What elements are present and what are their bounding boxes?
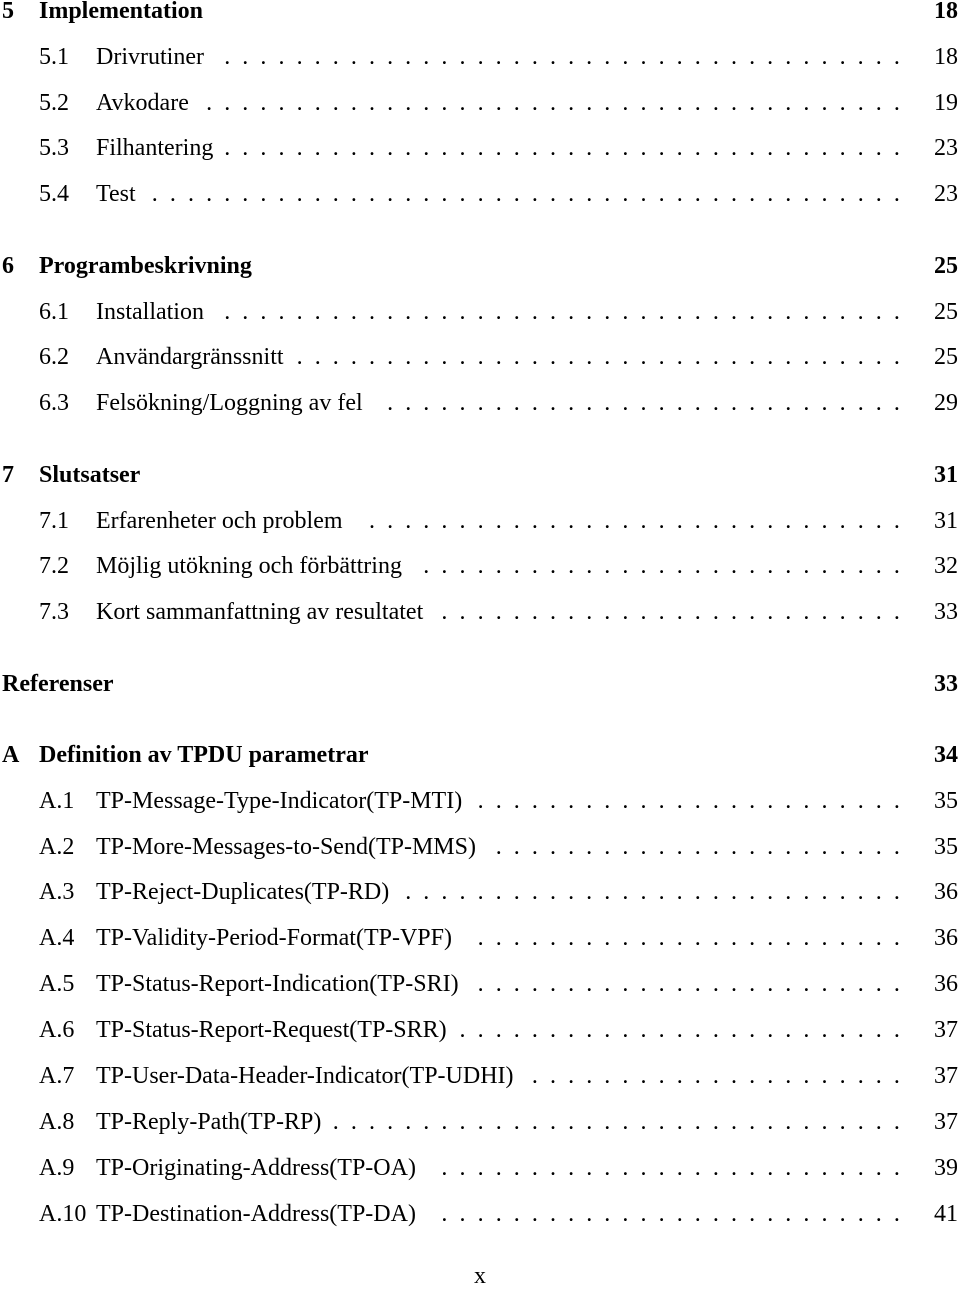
toc-section-entry[interactable] [0,177,958,211]
toc-entry-number: 7.3 [39,599,69,625]
toc-section-entry[interactable] [0,595,958,629]
toc-entry-page: 25 [934,344,958,370]
toc-dot-leader: ...................................... [224,299,912,325]
toc-entry-title: TP-More-Messages-to-Send(TP-MMS) [96,834,476,860]
toc-entry-number: 5 [2,0,14,24]
toc-entry-page: 18 [934,44,958,70]
toc-section-entry[interactable] [0,1013,958,1047]
toc-entry-title: Avkodare [96,90,189,116]
toc-entry-number: A.10 [39,1201,87,1227]
toc-entry-title: Felsökning/Loggning av fel [96,390,363,416]
toc-entry-number: 5.3 [39,135,69,161]
toc-entry-title: Slutsatser [39,462,141,488]
toc-entry-number: A.8 [39,1109,75,1135]
toc-chapter-entry[interactable] [0,667,958,701]
toc-entry-title: TP-User-Data-Header-Indicator(TP-UDHI) [96,1063,514,1089]
toc-entry-number: 7.1 [39,508,69,534]
toc-section-entry[interactable] [0,1105,958,1139]
toc-entry-number: 7 [2,462,14,488]
toc-entry-number: A.2 [39,834,75,860]
toc-section-entry[interactable] [0,830,958,864]
toc-entry-title: TP-Reject-Duplicates(TP-RD) [96,879,390,905]
toc-section-entry[interactable] [0,921,958,955]
toc-entry-page: 36 [934,925,958,951]
toc-entry-page: 31 [934,508,958,534]
toc-entry-title: Implementation [39,0,203,24]
toc-dot-leader: .............................. [369,508,912,534]
toc-entry-number: A.1 [39,788,75,814]
toc-dot-leader: .......................... [441,1155,912,1181]
toc-entry-title: Referenser [2,671,114,697]
toc-section-entry[interactable] [0,504,958,538]
toc-section-entry[interactable] [0,875,958,909]
toc-entry-number: 6 [2,253,14,279]
toc-section-entry[interactable] [0,1151,958,1185]
toc-entry-page: 32 [934,553,958,579]
toc-entry-title: TP-Originating-Address(TP-OA) [96,1155,416,1181]
toc-entry-title: Möjlig utökning och förbättring [96,553,402,579]
toc-chapter-entry[interactable] [0,738,958,772]
toc-section-entry[interactable] [0,1059,958,1093]
toc-entry-title: TP-Status-Report-Request(TP-SRR) [96,1017,447,1043]
toc-dot-leader: .......................................... [151,181,912,207]
toc-entry-title: Användargränssnitt [96,344,284,370]
toc-entry-title: Drivrutiner [96,44,204,70]
toc-dot-leader: .................................. [296,344,912,370]
toc-entry-page: 41 [934,1201,958,1227]
toc-dot-leader: ........................ [477,788,912,814]
toc-entry-title: TP-Status-Report-Indication(TP-SRI) [96,971,459,997]
toc-entry-page: 36 [934,879,958,905]
toc-entry-number: 6.1 [39,299,69,325]
toc-dot-leader: ...................................... [224,135,912,161]
toc-entry-page: 31 [934,462,958,488]
toc-dot-leader: ............................. [387,390,912,416]
toc-entry-page: 25 [934,299,958,325]
toc-dot-leader: ........................ [477,971,912,997]
toc-dot-leader: ..................... [531,1063,912,1089]
toc-dot-leader: ...................................... [224,44,912,70]
toc-dot-leader: ....................................... [206,90,912,116]
toc-chapter-entry[interactable] [0,0,958,28]
toc-dot-leader: ................................ [332,1109,912,1135]
toc-entry-title: TP-Destination-Address(TP-DA) [96,1201,416,1227]
toc-entry-page: 37 [934,1017,958,1043]
toc-entry-page: 39 [934,1155,958,1181]
toc-entry-number: A.3 [39,879,75,905]
toc-entry-number: 7.2 [39,553,69,579]
toc-dot-leader: ......................... [459,1017,912,1043]
toc-section-entry[interactable] [0,86,958,120]
toc-dot-leader: .......................... [441,599,912,625]
toc-chapter-entry[interactable] [0,458,958,492]
toc-entry-title: Definition av TPDU parametrar [39,742,369,768]
toc-entry-title: TP-Reply-Path(TP-RP) [96,1109,322,1135]
toc-section-entry[interactable] [0,295,958,329]
toc-entry-page: 25 [934,253,958,279]
toc-entry-title: TP-Message-Type-Indicator(TP-MTI) [96,788,463,814]
toc-entry-page: 35 [934,788,958,814]
toc-entry-page: 33 [934,599,958,625]
toc-dot-leader: ....................... [495,834,912,860]
toc-section-entry[interactable] [0,386,958,420]
toc-entry-page: 29 [934,390,958,416]
toc-section-entry[interactable] [0,340,958,374]
toc-entry-number: A.9 [39,1155,75,1181]
toc-entry-title: TP-Validity-Period-Format(TP-VPF) [96,925,452,951]
toc-entry-title: Kort sammanfattning av resultatet [96,599,424,625]
toc-entry-title: Filhantering [96,135,214,161]
toc-section-entry[interactable] [0,40,958,74]
toc-entry-number: A.7 [39,1063,75,1089]
toc-section-entry[interactable] [0,549,958,583]
toc-entry-page: 18 [934,0,958,24]
toc-entry-page: 23 [934,181,958,207]
toc-entry-title: Programbeskrivning [39,253,252,279]
toc-dot-leader: ............................ [405,879,912,905]
toc-entry-number: 6.3 [39,390,69,416]
toc-entry-page: 33 [934,671,958,697]
toc-entry-page: 37 [934,1109,958,1135]
toc-entry-page: 34 [934,742,958,768]
toc-entry-number: 6.2 [39,344,69,370]
toc-section-entry[interactable] [0,1197,958,1231]
toc-entry-page: 23 [934,135,958,161]
toc-entry-title: Erfarenheter och problem [96,508,343,534]
toc-entry-title: Installation [96,299,204,325]
toc-entry-number: A.5 [39,971,75,997]
toc-dot-leader: ........................... [423,553,912,579]
toc-entry-number: A [2,742,20,768]
toc-dot-leader: ........................ [477,925,912,951]
toc-section-entry[interactable] [0,967,958,1001]
toc-entry-page: 37 [934,1063,958,1089]
toc-chapter-entry[interactable] [0,249,958,283]
toc-entry-title: Test [96,181,136,207]
toc-entry-page: 36 [934,971,958,997]
toc-entry-page: 35 [934,834,958,860]
toc-section-entry[interactable] [0,131,958,165]
toc-entry-number: 5.2 [39,90,69,116]
toc-entry-number: 5.1 [39,44,69,70]
toc-section-entry[interactable] [0,784,958,818]
toc-entry-number: A.6 [39,1017,75,1043]
toc-entry-number: A.4 [39,925,75,951]
page-footer-number: x [474,1263,486,1289]
toc-dot-leader: .......................... [441,1201,912,1227]
toc-entry-page: 19 [934,90,958,116]
toc-entry-number: 5.4 [39,181,69,207]
